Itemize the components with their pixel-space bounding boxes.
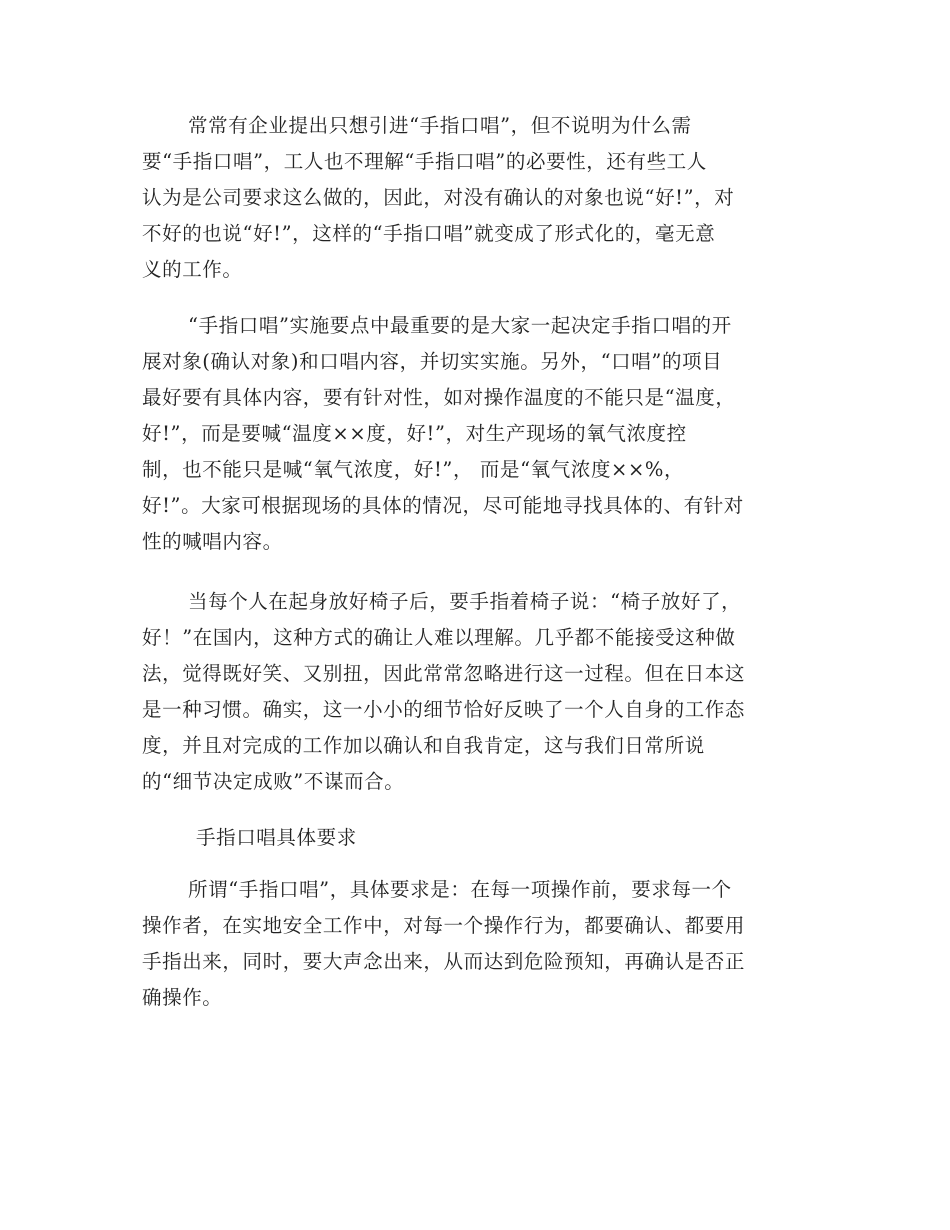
paragraph-line: 手指出来，同时，要大声念出来，从而达到危险预知，再确认是否正 [142,950,746,973]
paragraph-line: “手指口唱”实施要点中最重要的是大家一起决定手指口唱的开 [188,314,732,337]
paragraph-line: 度，并且对完成的工作加以确认和自我肯定，这与我们日常所说 [142,734,705,757]
paragraph-4 [142,872,812,1016]
paragraph-3 [142,584,812,800]
paragraph-line: 制，也不能只是喊“氧气浓度，好!”， 而是“氧气浓度××%， [142,458,685,481]
paragraph-line: 是一种习惯。确实，这一小小的细节恰好反映了一个人自身的工作态 [142,698,746,721]
paragraph-line: 认为是公司要求这么做的，因此，对没有确认的对象也说“好!”，对 [142,186,735,209]
paragraph-line: 好!”，而是要喊“温度××度，好!”，对生产现场的氧气浓度控 [142,422,687,445]
paragraph-line: 常常有企业提出只想引进“手指口唱”，但不说明为什么需 [188,114,692,137]
paragraph-line: 好!”。大家可根据现场的具体的情况，尽可能地寻找具体的、有针对 [142,494,744,517]
paragraph-line: 所谓“手指口唱”，具体要求是：在每一项操作前，要求每一个 [188,878,732,901]
paragraph-line: 操作者，在实地安全工作中，对每一个操作行为，都要确认、都要用 [142,914,746,937]
paragraph-line: 当每个人在起身放好椅子后，要手指着椅子说：“椅子放好了， [188,590,742,613]
paragraph-line: 确操作。 [142,986,223,1009]
paragraph-line: 义的工作。 [142,258,243,281]
paragraph-line: 法，觉得既好笑、又别扭，因此常常忽略进行这一过程。但在日本这 [142,662,746,685]
paragraph-line: 的“细节决定成败”不谋而合。 [142,770,405,793]
paragraph-line: 展对象(确认对象)和口唱内容，并切实实施。另外，“口唱”的项目 [142,350,723,373]
section-heading-text: 手指口唱具体要求 [196,826,357,849]
paragraph-line: 最好要有具体内容，要有针对性，如对操作温度的不能只是“温度， [142,386,736,409]
paragraph-2 [142,308,812,560]
paragraph-line: 不好的也说“好!”，这样的“手指口唱”就变成了形式化的，毫无意 [142,222,716,245]
paragraph-line: 性的喊唱内容。 [142,530,283,553]
paragraph-line: 要“手指口唱”，工人也不理解“手指口唱”的必要性，还有些工人 [142,150,707,173]
section-heading [142,820,812,856]
paragraph-1 [142,108,812,288]
paragraph-line: 好！”在国内，这种方式的确让人难以理解。几乎都不能接受这种做 [142,626,736,649]
